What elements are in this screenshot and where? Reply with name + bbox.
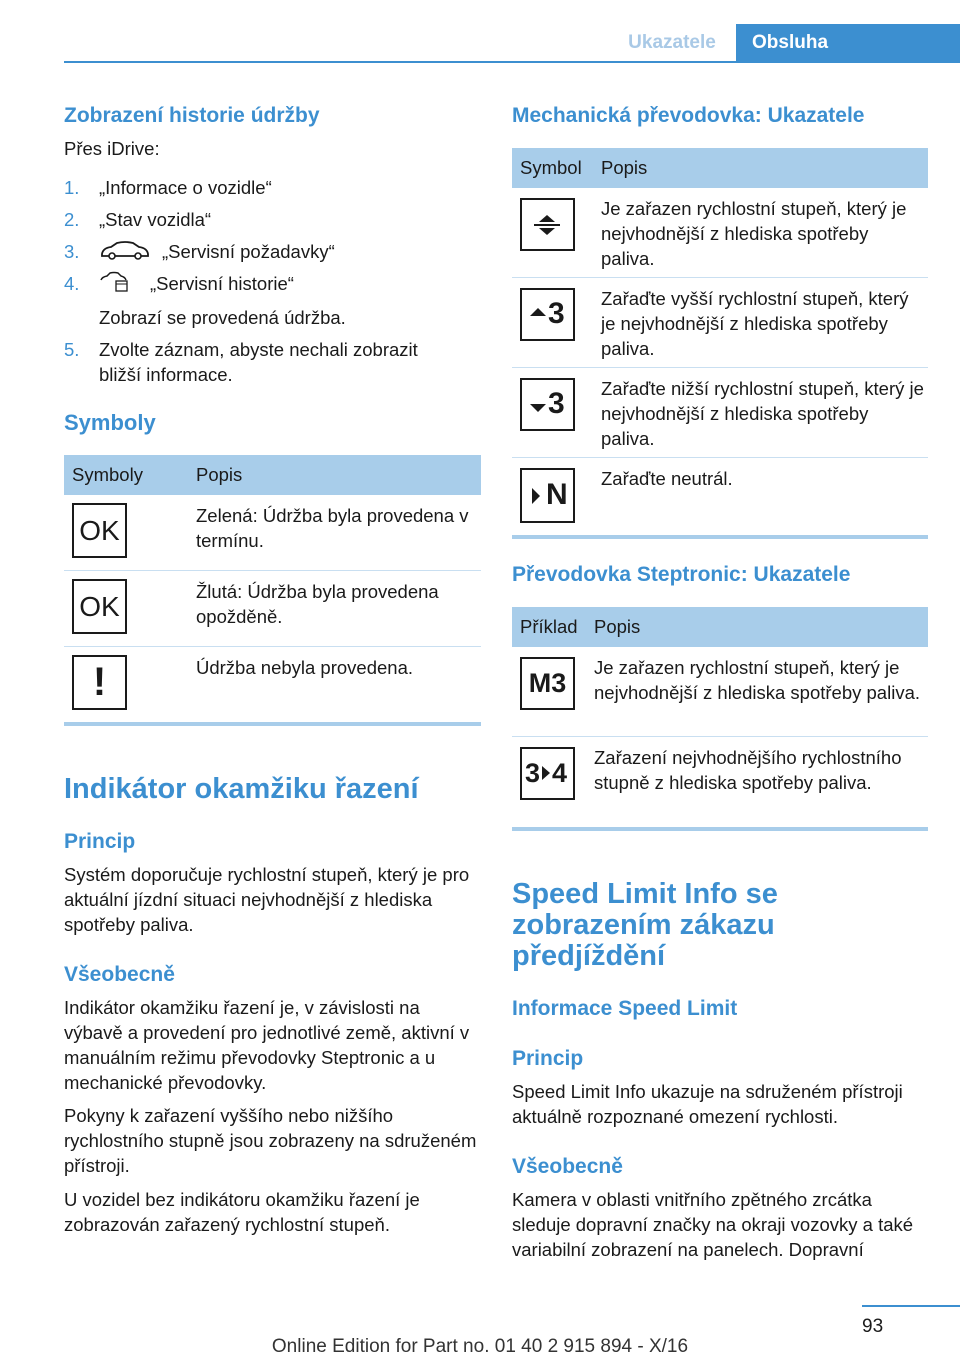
page-number: 93: [862, 1316, 884, 1337]
table-row: OK Zelená: Údržba byla provedena v termínu.: [64, 495, 481, 571]
table-header: Symboly Popis: [64, 455, 481, 495]
history-title: Zobrazení historie údržby: [64, 104, 320, 127]
tab-ukazatele[interactable]: Ukazatele: [628, 32, 716, 53]
table-header: Příklad Popis: [512, 607, 928, 647]
gear-optimal-icon: [520, 198, 575, 251]
history-intro: Přes iDrive:: [64, 138, 160, 159]
principle-title: Princip: [64, 830, 136, 853]
exclamation-icon: !: [72, 655, 127, 710]
general-paragraph: Indikátor okamžiku řazení je, v závislosti na výbavě a provedení pro jednotlivé země, aktivní v manuálním režimu převodovky Steptronic a u mechanické převodovky.: [64, 997, 470, 1093]
ok-yellow-icon: OK: [72, 579, 127, 634]
table-row: 3 4 Zařazení nejvhodnějšího rychlostního stupně z hlediska spotřeby paliva.: [512, 737, 928, 827]
speed-general-title: Všeobecně: [512, 1155, 623, 1178]
table-end-rule: [64, 722, 481, 726]
tab-obsluha[interactable]: Obsluha: [736, 24, 960, 61]
shift-3-to-4-icon: 3 4: [520, 747, 575, 800]
general-paragraph: U vozidel bez indikátoru okamžiku řazení je zobrazován zařazený rychlostní stupeň.: [64, 1189, 420, 1235]
shift-down-icon: 3: [520, 378, 575, 431]
edition-note: Online Edition for Part no. 01 40 2 915 894 - X/16: [271, 1336, 689, 1357]
manual-gearbox-title: Mechanická převodovka: Ukazatele: [512, 104, 865, 127]
table-end-rule: [512, 535, 928, 539]
symbols-title: Symboly: [64, 410, 156, 435]
table-row: M3 Je zařazen rychlostní stupeň, který je nejvhodnější z hlediska spotřeby paliva.: [512, 647, 928, 737]
table-row: N Zařaďte neutrál.: [512, 458, 928, 534]
shift-up-icon: 3: [520, 288, 575, 341]
footer-divider: [862, 1305, 960, 1307]
speed-principle-text: Speed Limit Info ukazuje na sdruženém přístroji aktuálně rozpoznané omezení rychlosti.: [512, 1081, 903, 1127]
steptronic-title: Převodovka Steptronic: Ukazatele: [512, 563, 851, 586]
table-row: Je zařazen rychlostní stupeň, který je nejvhodnější z hlediska spotřeby paliva.: [512, 188, 928, 278]
speed-principle-title: Princip: [512, 1047, 584, 1070]
general-title: Všeobecně: [64, 963, 175, 986]
speed-limit-title: Speed Limit Info se zobrazením zákazu předjíždění: [512, 878, 778, 972]
general-paragraph: Pokyny k zařazení vyššího nebo nižšího rychlostního stupně jsou zobrazeny na sdruženém přístroji.: [64, 1105, 477, 1176]
header-divider: [64, 61, 960, 63]
principle-text: Systém doporučuje rychlostní stupeň, který je pro aktuální jízdní situaci nejvhodnější z hlediska spotřeby paliva.: [64, 864, 470, 935]
shift-indicator-title: Indikátor okamžiku řazení: [64, 773, 419, 805]
table-header: Symbol Popis: [512, 148, 928, 188]
speed-general-text: Kamera v oblasti vnitřního zpětného zrcátka sleduje dopravní značky na okraji vozovky a také variabilní zobrazení na panelech. Dopravní: [512, 1189, 914, 1260]
table-row: 3 Zařaďte nižší rychlostní stupeň, který je nejvhodnější z hlediska spotřeby paliva.: [512, 368, 928, 458]
ok-green-icon: OK: [72, 503, 127, 558]
table-row: ! Údržba nebyla provedena.: [64, 647, 481, 722]
list-subtext: Zobrazí se provedená údržba.: [99, 307, 346, 328]
table-row: 3 Zařaďte vyšší rychlostní stupeň, který je nejvhodnější z hlediska spotřeby paliva.: [512, 278, 928, 368]
table-row: OK Žlutá: Údržba byla provedena opožděně.: [64, 571, 481, 647]
m3-icon: M3: [520, 657, 575, 710]
neutral-icon: N: [520, 468, 575, 523]
table-end-rule: [512, 827, 928, 831]
speed-info-title: Informace Speed Limit: [512, 997, 738, 1020]
